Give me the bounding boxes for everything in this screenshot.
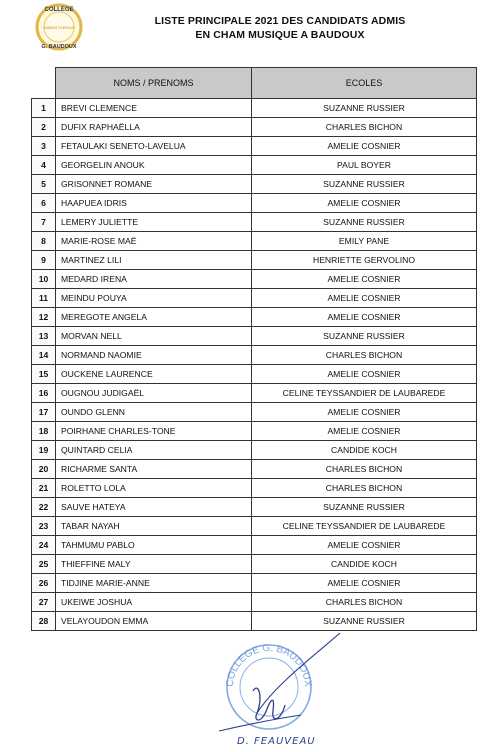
table-row [32, 137, 477, 156]
table-row [32, 289, 477, 308]
row-number: 16 [32, 384, 56, 403]
row-number: 27 [32, 593, 56, 612]
candidate-name: RICHARME SANTA [56, 460, 252, 479]
candidate-name: FETAULAKI SENETO-LAVELUA [56, 137, 252, 156]
candidate-name: QUINTARD CELIA [56, 441, 252, 460]
school-name: EMILY PANE [252, 232, 477, 251]
candidate-name: THIEFFINE MALY [56, 555, 252, 574]
school-name: AMELIE COSNIER [252, 536, 477, 555]
school-name: CELINE TEYSSANDIER DE LAUBAREDE [252, 384, 477, 403]
school-name: CELINE TEYSSANDIER DE LAUBAREDE [252, 517, 477, 536]
row-number: 6 [32, 194, 56, 213]
row-number: 4 [32, 156, 56, 175]
row-number: 12 [32, 308, 56, 327]
row-number: 15 [32, 365, 56, 384]
school-name: PAUL BOYER [252, 156, 477, 175]
table-row [32, 156, 477, 175]
candidate-name: GEORGELIN ANOUK [56, 156, 252, 175]
table-row [32, 555, 477, 574]
school-name: SUZANNE RUSSIER [252, 213, 477, 232]
candidate-name: POIRHANE CHARLES-TONE [56, 422, 252, 441]
table-row [32, 460, 477, 479]
college-logo [28, 2, 90, 52]
school-name: CHARLES BICHON [252, 118, 477, 137]
table-row [32, 517, 477, 536]
title-line-1: LISTE PRINCIPALE 2021 DES CANDIDATS ADMIS [154, 15, 406, 27]
school-name: CHARLES BICHON [252, 460, 477, 479]
school-name: AMELIE COSNIER [252, 270, 477, 289]
row-number: 26 [32, 574, 56, 593]
table-row [32, 536, 477, 555]
table-row [32, 213, 477, 232]
candidate-name: SAUVE HATEYA [56, 498, 252, 517]
candidate-name: TABAR NAYAH [56, 517, 252, 536]
table-row [32, 441, 477, 460]
candidate-name: BREVI CLEMENCE [56, 99, 252, 118]
school-name: CHARLES BICHON [252, 479, 477, 498]
table-row [32, 593, 477, 612]
school-name: SUZANNE RUSSIER [252, 612, 477, 631]
admitted-candidates-table [31, 67, 477, 631]
row-number: 22 [32, 498, 56, 517]
row-number: 8 [32, 232, 56, 251]
school-name: CANDIDE KOCH [252, 555, 477, 574]
stamp-seal-icon [205, 625, 380, 752]
row-number: 7 [32, 213, 56, 232]
candidate-name: OUNDO GLENN [56, 403, 252, 422]
svg-text:COLLEGE G. BAUDOUX [225, 643, 313, 688]
candidate-name: ROLETTO LOLA [56, 479, 252, 498]
row-number: 24 [32, 536, 56, 555]
school-name: AMELIE COSNIER [252, 289, 477, 308]
school-name: AMELIE COSNIER [252, 194, 477, 213]
school-name: SUZANNE RUSSIER [252, 327, 477, 346]
school-name: AMELIE COSNIER [252, 403, 477, 422]
candidate-name: OUGNOU JUDIGAËL [56, 384, 252, 403]
signatory-name: D. FEAUVEAU [237, 736, 316, 747]
logo-bottom-text: G. BAUDOUX [41, 44, 77, 50]
table-row [32, 270, 477, 289]
school-name: AMELIE COSNIER [252, 308, 477, 327]
title-line-2: EN CHAM MUSIQUE A BAUDOUX [195, 29, 365, 41]
candidate-name: GRISONNET ROMANE [56, 175, 252, 194]
row-number: 21 [32, 479, 56, 498]
table-row [32, 422, 477, 441]
candidate-name: TAHMUMU PABLO [56, 536, 252, 555]
school-stamp [205, 625, 380, 752]
table-row [32, 384, 477, 403]
candidate-name: MARTINEZ LILI [56, 251, 252, 270]
table-row [32, 118, 477, 137]
table-row [32, 99, 477, 118]
row-number: 19 [32, 441, 56, 460]
candidate-name: MORVAN NELL [56, 327, 252, 346]
header-name: NOMS / PRENOMS [56, 68, 252, 99]
school-name: CANDIDE KOCH [252, 441, 477, 460]
logo-middle-text: DUMONT D'URVILLE [43, 26, 75, 30]
table-row [32, 175, 477, 194]
table-row [32, 308, 477, 327]
school-name: CHARLES BICHON [252, 593, 477, 612]
row-number: 17 [32, 403, 56, 422]
school-name: SUZANNE RUSSIER [252, 99, 477, 118]
school-name: AMELIE COSNIER [252, 137, 477, 156]
school-name: AMELIE COSNIER [252, 422, 477, 441]
candidate-name: MEINDU POUYA [56, 289, 252, 308]
row-number: 28 [32, 612, 56, 631]
row-number: 10 [32, 270, 56, 289]
candidate-name: OUCKENE LAURENCE [56, 365, 252, 384]
row-number: 18 [32, 422, 56, 441]
table-row [32, 498, 477, 517]
logo-top-text: COLLEGE [44, 7, 74, 13]
candidate-name: VELAYOUDON EMMA [56, 612, 252, 631]
candidate-name: UKEIWE JOSHUA [56, 593, 252, 612]
candidate-name: LEMERY JULIETTE [56, 213, 252, 232]
document-title [120, 14, 440, 42]
row-number: 1 [32, 99, 56, 118]
row-number: 3 [32, 137, 56, 156]
school-name: AMELIE COSNIER [252, 365, 477, 384]
candidate-name: TIDJINE MARIE-ANNE [56, 574, 252, 593]
table-row [32, 346, 477, 365]
college-emblem-icon [28, 2, 90, 52]
candidate-name: HAAPUEA IDRIS [56, 194, 252, 213]
row-number: 5 [32, 175, 56, 194]
row-number: 9 [32, 251, 56, 270]
row-number: 14 [32, 346, 56, 365]
school-name: SUZANNE RUSSIER [252, 175, 477, 194]
stamp-ring-text: COLLEGE G. BAUDOUX [224, 642, 314, 688]
header-number-cell [32, 68, 56, 99]
table-row [32, 403, 477, 422]
row-number: 2 [32, 118, 56, 137]
header-school: ECOLES [252, 68, 477, 99]
row-number: 23 [32, 517, 56, 536]
candidate-name: DUFIX RAPHAËLLA [56, 118, 252, 137]
row-number: 25 [32, 555, 56, 574]
table-row [32, 194, 477, 213]
candidate-name: MEDARD IRENA [56, 270, 252, 289]
school-name: CHARLES BICHON [252, 346, 477, 365]
school-name: HENRIETTE GERVOLINO [252, 251, 477, 270]
candidate-name: NORMAND NAOMIE [56, 346, 252, 365]
table-header-row [32, 68, 477, 99]
table-row [32, 251, 477, 270]
row-number: 20 [32, 460, 56, 479]
table-row [32, 232, 477, 251]
candidate-name: MEREGOTE ANGELA [56, 308, 252, 327]
table-row [32, 574, 477, 593]
table-row [32, 479, 477, 498]
candidate-name: MARIE-ROSE MAË [56, 232, 252, 251]
table-row [32, 327, 477, 346]
school-name: AMELIE COSNIER [252, 574, 477, 593]
row-number: 11 [32, 289, 56, 308]
row-number: 13 [32, 327, 56, 346]
school-name: SUZANNE RUSSIER [252, 498, 477, 517]
table-row [32, 365, 477, 384]
